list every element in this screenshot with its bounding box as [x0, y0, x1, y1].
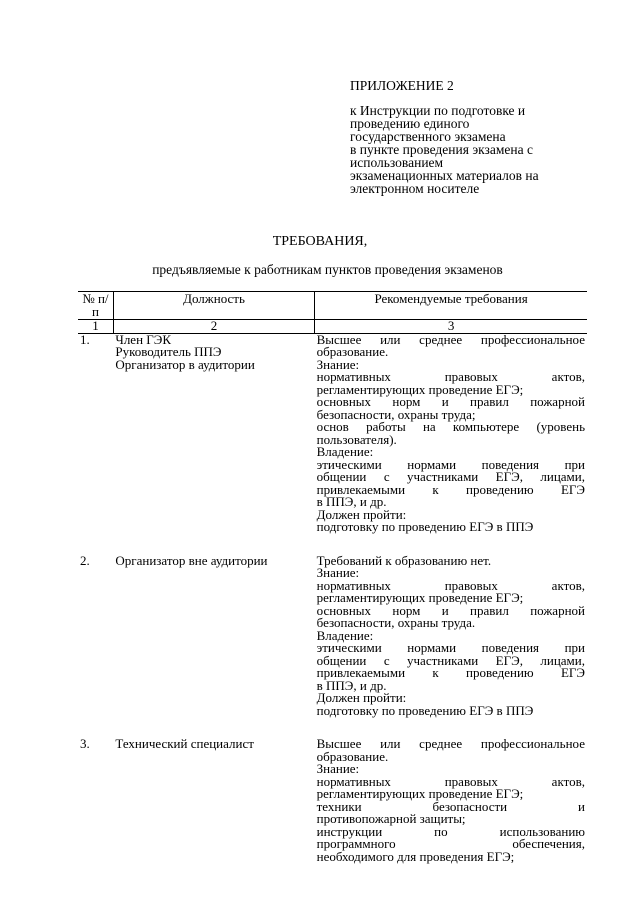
requirements-cell [315, 738, 587, 884]
requirement-line: Владение: [316, 444, 374, 459]
requirement-line: безопасности, охраны труда. [316, 615, 476, 630]
appendix-number: ПРИЛОЖЕНИЕ 2 [350, 78, 454, 93]
requirement-line: основных норм и правил пожарной [316, 602, 585, 618]
requirements-table [78, 291, 587, 884]
position-cell [113, 738, 314, 884]
position-name: Член ГЭК [115, 331, 172, 347]
row-number: 3. [80, 736, 90, 751]
row-number: 1. [80, 331, 90, 347]
position-name: Технический специалист [115, 736, 254, 751]
requirement-line: Должен пройти: [316, 506, 407, 522]
requirement-line: противопожарной защиты; [316, 811, 466, 826]
position-name: Организатор в аудитории [115, 356, 255, 372]
requirement-line: необходимого для проведения ЕГЭ; [316, 848, 515, 864]
position-name: Организатор вне аудитории [115, 552, 268, 568]
row-number: 2. [80, 552, 90, 568]
appendix-line: электронном носителе [350, 181, 480, 196]
header-number: № п/п [78, 292, 113, 320]
requirement-line: инструкции по использованию [316, 823, 585, 839]
requirement-line: программного обеспечения, [316, 836, 585, 851]
requirement-line: в ППЭ, и др. [316, 677, 387, 693]
appendix-line: экзаменационных материалов на [350, 168, 539, 183]
requirement-line: подготовку по проведению ЕГЭ в ППЭ [316, 519, 534, 534]
requirement-line: общении с участниками ЕГЭ, лицами, [316, 652, 585, 668]
requirement-line: Высшее или среднее профессиональное [316, 736, 585, 751]
requirement-line: привлекаемыми к проведению ЕГЭ [316, 481, 585, 497]
position-cell [113, 333, 314, 555]
appendix-line: к Инструкции по подготовке и [350, 103, 526, 118]
column-number: 2 [113, 320, 314, 334]
requirement-line: Требований к образованию нет. [316, 552, 492, 568]
requirement-line: Знание: [316, 761, 360, 776]
requirement-line: Знание: [316, 356, 360, 372]
appendix-line: в пункте проведения экзамена с [350, 142, 533, 157]
requirement-line: Знание: [316, 565, 360, 580]
requirement-line: безопасности, охраны труда; [316, 406, 476, 422]
header-position: Должность [113, 292, 314, 320]
requirement-line: нормативных правовых актов, [316, 577, 585, 593]
requirement-line: образование. [316, 344, 389, 359]
document-subtitle: предъявляемые к работникам пунктов проведения экзаменов [152, 262, 503, 277]
requirement-line: этическими нормами поведения при [316, 640, 585, 655]
column-number: 1 [78, 320, 113, 334]
requirement-line: Владение: [316, 627, 374, 643]
position-name: Руководитель ППЭ [115, 344, 222, 359]
requirement-line: регламентирующих проведение ЕГЭ; [316, 381, 524, 397]
requirement-line: регламентирующих проведение ЕГЭ; [316, 590, 524, 605]
requirements-cell [315, 333, 587, 555]
requirement-line: образование. [316, 748, 389, 764]
requirement-line: основных норм и правил пожарной [316, 394, 585, 409]
requirement-line: пользователя). [316, 431, 397, 447]
requirement-line: техники безопасности и [316, 798, 585, 814]
table-row [78, 738, 587, 884]
requirement-line: общении с участниками ЕГЭ, лицами, [316, 469, 585, 484]
requirement-line: подготовку по проведению ЕГЭ в ППЭ [316, 702, 534, 718]
requirement-line: регламентирующих проведение ЕГЭ; [316, 786, 524, 801]
requirement-line: нормативных правовых актов, [316, 369, 585, 384]
requirement-line: нормативных правовых актов, [316, 773, 585, 789]
column-number: 3 [315, 320, 587, 334]
requirement-line: в ППЭ, и др. [316, 494, 387, 509]
position-cell [113, 552, 314, 739]
requirement-line: этическими нормами поведения при [316, 456, 585, 472]
table-row [78, 555, 587, 739]
table-row [78, 333, 587, 555]
appendix-line: государственного экзамена [350, 129, 506, 144]
requirement-line: привлекаемыми к проведению ЕГЭ [316, 665, 585, 680]
requirement-line: Высшее или среднее профессиональное [316, 331, 585, 347]
appendix-line: проведению единого [350, 116, 470, 131]
table-header-row [78, 292, 587, 320]
requirement-line: основ работы на компьютере (уровень [316, 419, 585, 434]
requirement-line: Должен пройти: [316, 690, 407, 705]
header-requirements: Рекомендуемые требования [315, 292, 587, 320]
document-title: ТРЕБОВАНИЯ, [272, 234, 368, 249]
appendix-line: использованием [350, 155, 444, 170]
appendix-block [350, 79, 590, 195]
requirements-cell [315, 552, 587, 739]
column-number-row [78, 320, 587, 334]
